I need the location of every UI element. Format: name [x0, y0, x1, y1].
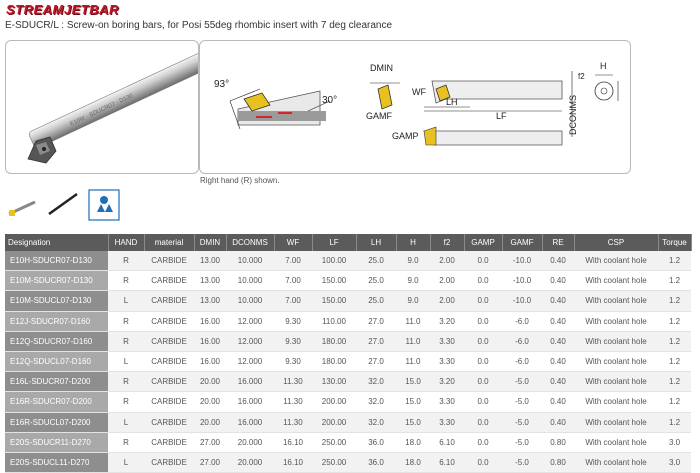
- table-cell: 27.0: [356, 351, 396, 371]
- table-cell: CARBIDE: [144, 452, 194, 472]
- angle-93-label: 93°: [214, 79, 230, 90]
- designation-cell[interactable]: E16R-SDUCR07-D200: [5, 392, 108, 412]
- table-cell: 1.2: [658, 351, 691, 371]
- table-cell: 13.00: [194, 251, 226, 271]
- table-cell: CARBIDE: [144, 311, 194, 331]
- table-cell: 7.00: [274, 271, 312, 291]
- table-cell: 15.0: [396, 412, 430, 432]
- col-dmin: DMIN: [194, 234, 226, 251]
- table-cell: 27.00: [194, 452, 226, 472]
- table-cell: CARBIDE: [144, 392, 194, 412]
- table-cell: 15.0: [396, 372, 430, 392]
- table-cell: R: [108, 271, 144, 291]
- table-cell: 0.0: [464, 331, 502, 351]
- table-cell: 0.0: [464, 251, 502, 271]
- table-cell: With coolant hole: [574, 271, 658, 291]
- table-cell: 0.0: [464, 412, 502, 432]
- table-row[interactable]: [5, 452, 691, 472]
- table-cell: 11.0: [396, 311, 430, 331]
- table-cell: 0.0: [464, 392, 502, 412]
- designation-cell[interactable]: E16R-SDUCL07-D200: [5, 412, 108, 432]
- table-row[interactable]: [5, 271, 691, 291]
- table-row[interactable]: [5, 251, 691, 271]
- designation-cell[interactable]: E20S-SDUCL11-D270: [5, 452, 108, 472]
- brand-logo: STREAMJETBAR: [6, 2, 119, 17]
- table-cell: 100.00: [312, 251, 356, 271]
- table-cell: 0.40: [542, 271, 574, 291]
- designation-cell[interactable]: E20S-SDUCR11-D270: [5, 432, 108, 452]
- table-cell: 250.00: [312, 432, 356, 452]
- table-cell: With coolant hole: [574, 432, 658, 452]
- table-row[interactable]: [5, 331, 691, 351]
- table-cell: 1.2: [658, 372, 691, 392]
- angle-30-label: 30°: [322, 95, 338, 106]
- table-cell: With coolant hole: [574, 372, 658, 392]
- designation-cell[interactable]: E10M-SDUCL07-D130: [5, 291, 108, 311]
- col-torque: Torque: [658, 234, 691, 251]
- table-cell: R: [108, 432, 144, 452]
- table-cell: 16.10: [274, 452, 312, 472]
- table-cell: -5.0: [502, 452, 542, 472]
- mini-bar-icon: [49, 194, 77, 214]
- table-row[interactable]: [5, 291, 691, 311]
- col-csp: CSP: [574, 234, 658, 251]
- table-cell: With coolant hole: [574, 251, 658, 271]
- table-cell: L: [108, 452, 144, 472]
- table-cell: 9.30: [274, 311, 312, 331]
- table-cell: 1.2: [658, 392, 691, 412]
- table-cell: 0.40: [542, 412, 574, 432]
- h-label: H: [600, 61, 607, 71]
- table-cell: -6.0: [502, 311, 542, 331]
- table-cell: 2.00: [430, 271, 464, 291]
- col-gamp: GAMP: [464, 234, 502, 251]
- col-wf: WF: [274, 234, 312, 251]
- table-cell: 0.40: [542, 351, 574, 371]
- table-cell: 0.0: [464, 452, 502, 472]
- page-subtitle: E-SDUCR/L : Screw-on boring bars, for Posi 55deg rhombic insert with 7 deg clearance: [5, 20, 393, 31]
- spec-table: [5, 234, 692, 473]
- table-cell: With coolant hole: [574, 311, 658, 331]
- table-cell: CARBIDE: [144, 271, 194, 291]
- table-cell: 0.80: [542, 432, 574, 452]
- table-cell: CARBIDE: [144, 351, 194, 371]
- table-cell: 36.0: [356, 432, 396, 452]
- table-cell: 1.2: [658, 311, 691, 331]
- col-h: H: [396, 234, 430, 251]
- side-view: [392, 71, 578, 145]
- table-cell: 16.00: [194, 351, 226, 371]
- table-cell: 27.0: [356, 311, 396, 331]
- table-cell: 200.00: [312, 412, 356, 432]
- table-cell: 180.00: [312, 331, 356, 351]
- table-cell: 9.0: [396, 251, 430, 271]
- table-cell: 20.00: [194, 372, 226, 392]
- table-cell: 150.00: [312, 291, 356, 311]
- table-cell: 12.000: [226, 331, 274, 351]
- table-cell: -10.0: [502, 271, 542, 291]
- table-cell: 20.000: [226, 432, 274, 452]
- table-cell: 0.0: [464, 432, 502, 452]
- table-cell: 0.0: [464, 311, 502, 331]
- table-cell: 9.30: [274, 331, 312, 351]
- table-cell: 11.0: [396, 351, 430, 371]
- table-cell: 10.000: [226, 271, 274, 291]
- svg-text:E10M · SDUCR07 · D130: E10M · SDUCR07 · D130: [69, 93, 135, 128]
- table-cell: 3.30: [430, 331, 464, 351]
- table-row[interactable]: [5, 311, 691, 331]
- table-cell: 32.0: [356, 412, 396, 432]
- table-cell: R: [108, 331, 144, 351]
- table-cell: 27.0: [356, 331, 396, 351]
- table-cell: 3.0: [658, 452, 691, 472]
- feature-icons: [5, 186, 125, 224]
- lf-label: LF: [496, 111, 507, 121]
- table-cell: 6.10: [430, 432, 464, 452]
- table-cell: 20.00: [194, 392, 226, 412]
- table-cell: 0.40: [542, 251, 574, 271]
- designation-cell[interactable]: E12Q-SDUCR07-D160: [5, 331, 108, 351]
- table-cell: With coolant hole: [574, 452, 658, 472]
- table-cell: 16.10: [274, 432, 312, 452]
- table-cell: L: [108, 351, 144, 371]
- table-cell: 3.30: [430, 392, 464, 412]
- designation-cell[interactable]: E12J-SDUCR07-D160: [5, 311, 108, 331]
- table-row[interactable]: [5, 432, 691, 452]
- table-cell: 7.00: [274, 291, 312, 311]
- table-cell: 18.0: [396, 432, 430, 452]
- table-cell: 16.000: [226, 392, 274, 412]
- col-re: RE: [542, 234, 574, 251]
- table-cell: 3.0: [658, 432, 691, 452]
- table-row[interactable]: [5, 372, 691, 392]
- table-cell: With coolant hole: [574, 291, 658, 311]
- designation-cell[interactable]: E10H-SDUCR07-D130: [5, 251, 108, 271]
- col-f2: f2: [430, 234, 464, 251]
- col-material: material: [144, 234, 194, 251]
- table-cell: -5.0: [502, 372, 542, 392]
- gamp-label: GAMP: [392, 131, 419, 141]
- table-cell: 13.00: [194, 291, 226, 311]
- technical-diagram-panel: [199, 40, 631, 174]
- table-cell: 13.00: [194, 271, 226, 291]
- table-cell: 32.0: [356, 392, 396, 412]
- table-cell: 250.00: [312, 452, 356, 472]
- table-cell: 2.00: [430, 291, 464, 311]
- table-row[interactable]: [5, 412, 691, 432]
- table-cell: 12.000: [226, 311, 274, 331]
- table-cell: 20.00: [194, 412, 226, 432]
- insert-detail: [366, 63, 400, 121]
- table-cell: 0.0: [464, 271, 502, 291]
- table-cell: 11.30: [274, 412, 312, 432]
- table-cell: 200.00: [312, 392, 356, 412]
- table-cell: 2.00: [430, 251, 464, 271]
- table-cell: CARBIDE: [144, 372, 194, 392]
- table-cell: 27.00: [194, 432, 226, 452]
- table-cell: 15.0: [396, 392, 430, 412]
- dimension-diagram: [200, 41, 630, 173]
- table-cell: -6.0: [502, 331, 542, 351]
- table-cell: 16.00: [194, 311, 226, 331]
- table-cell: 0.40: [542, 311, 574, 331]
- table-cell: 20.000: [226, 452, 274, 472]
- coolant-hole-icon: [89, 190, 119, 220]
- table-cell: 1.2: [658, 271, 691, 291]
- table-cell: 18.0: [396, 452, 430, 472]
- table-cell: -6.0: [502, 351, 542, 371]
- table-cell: 11.30: [274, 372, 312, 392]
- end-view: [578, 61, 618, 101]
- table-cell: 110.00: [312, 311, 356, 331]
- table-cell: With coolant hole: [574, 412, 658, 432]
- table-cell: 3.30: [430, 351, 464, 371]
- table-cell: L: [108, 412, 144, 432]
- table-cell: CARBIDE: [144, 331, 194, 351]
- table-cell: 10.000: [226, 291, 274, 311]
- table-cell: CARBIDE: [144, 432, 194, 452]
- table-cell: 0.0: [464, 291, 502, 311]
- table-row[interactable]: [5, 392, 691, 412]
- table-cell: CARBIDE: [144, 412, 194, 432]
- table-cell: 130.00: [312, 372, 356, 392]
- col-designation: Designation: [5, 234, 108, 251]
- boring-bar-photo: [6, 41, 198, 173]
- table-cell: 3.30: [430, 412, 464, 432]
- table-cell: With coolant hole: [574, 351, 658, 371]
- col-lf: LF: [312, 234, 356, 251]
- table-cell: 7.00: [274, 251, 312, 271]
- table-cell: 1.2: [658, 291, 691, 311]
- table-cell: 11.30: [274, 392, 312, 412]
- col-dconms: DCONMS: [226, 234, 274, 251]
- table-cell: 180.00: [312, 351, 356, 371]
- table-cell: 16.000: [226, 372, 274, 392]
- table-cell: 0.40: [542, 291, 574, 311]
- table-cell: -5.0: [502, 432, 542, 452]
- table-cell: With coolant hole: [574, 331, 658, 351]
- table-cell: 16.00: [194, 331, 226, 351]
- table-cell: L: [108, 291, 144, 311]
- mini-tool-icon: [9, 202, 35, 216]
- table-cell: -5.0: [502, 412, 542, 432]
- wf-label: WF: [412, 87, 426, 97]
- designation-cell[interactable]: E16L-SDUCR07-D200: [5, 372, 108, 392]
- table-cell: CARBIDE: [144, 251, 194, 271]
- table-cell: 0.40: [542, 372, 574, 392]
- tool-photo-panel: [5, 40, 199, 174]
- table-cell: 0.80: [542, 452, 574, 472]
- table-cell: 25.0: [356, 251, 396, 271]
- designation-cell[interactable]: E10M-SDUCR07-D130: [5, 271, 108, 291]
- table-cell: -5.0: [502, 392, 542, 412]
- diagram-caption: Right hand (R) shown.: [200, 176, 280, 185]
- table-cell: 1.2: [658, 251, 691, 271]
- table-cell: 25.0: [356, 291, 396, 311]
- table-cell: 6.10: [430, 452, 464, 472]
- table-cell: 12.000: [226, 351, 274, 371]
- table-cell: 32.0: [356, 372, 396, 392]
- table-cell: 0.0: [464, 351, 502, 371]
- table-cell: R: [108, 251, 144, 271]
- table-cell: With coolant hole: [574, 392, 658, 412]
- col-lh: LH: [356, 234, 396, 251]
- col-gamf: GAMF: [502, 234, 542, 251]
- table-cell: 3.20: [430, 372, 464, 392]
- lh-label: LH: [446, 97, 458, 107]
- table-cell: 9.0: [396, 271, 430, 291]
- table-cell: 36.0: [356, 452, 396, 472]
- table-cell: 0.40: [542, 331, 574, 351]
- table-cell: R: [108, 392, 144, 412]
- table-cell: 11.0: [396, 331, 430, 351]
- section-view: [214, 79, 337, 129]
- table-body: [5, 251, 691, 473]
- table-cell: 9.30: [274, 351, 312, 371]
- table-cell: 150.00: [312, 271, 356, 291]
- table-cell: -10.0: [502, 291, 542, 311]
- table-cell: 9.0: [396, 291, 430, 311]
- table-cell: R: [108, 311, 144, 331]
- table-cell: CARBIDE: [144, 291, 194, 311]
- gamf-label: GAMF: [366, 111, 392, 121]
- table-cell: 0.0: [464, 372, 502, 392]
- table-row[interactable]: [5, 351, 691, 371]
- table-cell: 25.0: [356, 271, 396, 291]
- table-cell: 1.2: [658, 412, 691, 432]
- dmin-label: DMIN: [370, 63, 393, 73]
- table-cell: R: [108, 372, 144, 392]
- table-cell: -10.0: [502, 251, 542, 271]
- col-hand: HAND: [108, 234, 144, 251]
- dconms-label: DCONMS: [568, 95, 578, 135]
- designation-cell[interactable]: E12Q-SDUCL07-D160: [5, 351, 108, 371]
- table-cell: 16.000: [226, 412, 274, 432]
- table-cell: 0.40: [542, 392, 574, 412]
- f2-label: f2: [578, 72, 585, 81]
- table-cell: 1.2: [658, 331, 691, 351]
- table-cell: 10.000: [226, 251, 274, 271]
- table-cell: 3.20: [430, 311, 464, 331]
- table-header: [5, 234, 691, 251]
